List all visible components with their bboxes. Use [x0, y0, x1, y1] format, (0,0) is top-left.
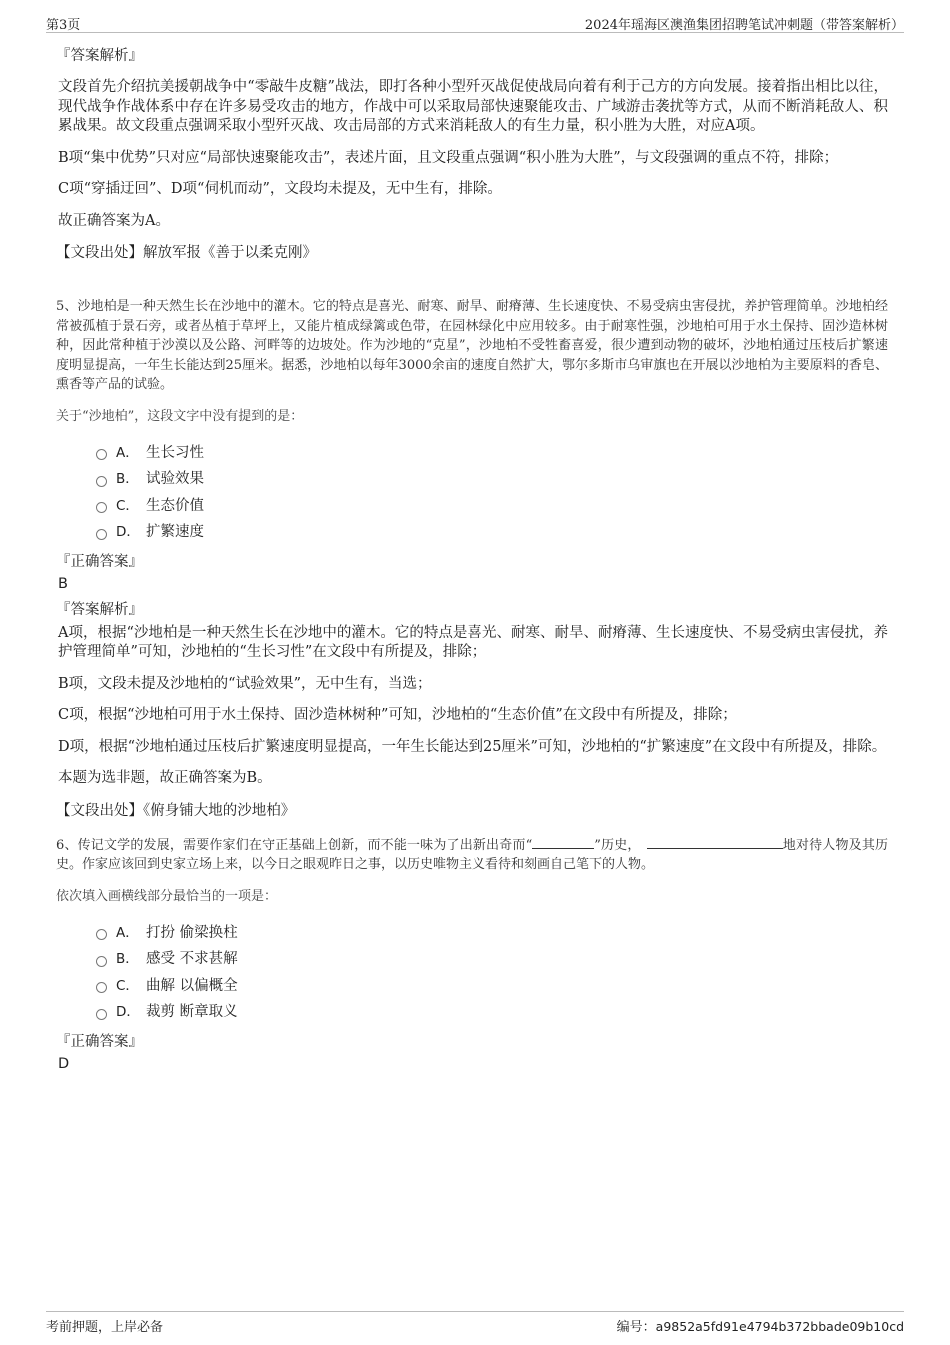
q5-analysis-d: D项，根据“沙地柏通过压枝后扩繁速度明显提高，一年生长能达到25厘米”可知，沙地柏的“扩繁速度”在文段中有所提及，排除。 [58, 738, 887, 755]
page-number: 第3页 [46, 18, 81, 33]
q4-analysis-label: 『答案解析』 [56, 48, 143, 64]
q6-prompt: 依次填入画横线部分最恰当的一项是： [56, 888, 278, 904]
q6-option-a[interactable]: A． 打扮 偷梁换柱 [96, 920, 888, 947]
q4-source: 【文段出处】解放军报《善于以柔克刚》 [56, 245, 317, 261]
radio-icon[interactable] [96, 476, 107, 487]
radio-icon[interactable] [96, 982, 107, 993]
q5-analysis-b: B项，文段未提及沙地柏的“试验效果”，无中生有，当选； [58, 675, 432, 692]
q5-analysis-c: C项，根据“沙地柏可用于水土保持、固沙造林树种”可知，沙地柏的“生态价值”在文段中有所提及，排除； [58, 707, 737, 723]
page-footer [46, 1311, 904, 1336]
q5-option-b[interactable]: B． 试验效果 [96, 466, 888, 493]
q4-analysis-p4: 故正确答案为A。 [58, 212, 170, 229]
q5-analysis-label: 『答案解析』 [56, 601, 143, 618]
q6-option-b[interactable]: B． 感受 不求甚解 [96, 946, 888, 973]
q6-stem: 6、传记文学的发展，需要作家们在守正基础上创新，而不能一味为了出新出奇而“ ”历史， 地对待人物及其历史。作家应该回到史家立场上来，以今日之眼观昨日之事，以历史唯物主义看待和刻画自己笔下的人物。 [56, 835, 888, 875]
document-title: 2024年瑶海区澳渔集团招聘笔试冲刺题（带答案解析） [584, 18, 904, 33]
q6-blank-2 [647, 835, 783, 849]
radio-icon[interactable] [96, 502, 107, 513]
q4-analysis-p1: 文段首先介绍抗美援朝战争中“零敲牛皮糖”战法，即打各种小型歼灭战促使战局向着有利于己方的方向发展。接着指出相比以往，现代战争作战体系中存在许多易受攻击的地方，作战中可以采取局部快速聚能攻击、广域游击袭扰等方式，从而不断消耗敌人、积累战果。故文段重点强调采取小型歼灭战、攻击局部的方式来消耗敌人的有生力量，积小胜为大胜，对应A项。 [58, 79, 888, 134]
q5-analysis-conclusion: 本题为选非题，故正确答案为B。 [58, 770, 272, 786]
q5-option-a[interactable]: A． 生长习性 [96, 440, 888, 467]
radio-icon[interactable] [96, 529, 107, 540]
q5-stem: 5、沙地柏是一种天然生长在沙地中的灌木。它的特点是喜光、耐寒、耐旱、耐瘠薄、生长速度快、不易受病虫害侵扰，养护管理简单。沙地柏经常被孤植于景石旁，或者丛植于草坪上，又能片植成绿篱或色带，在园林绿化中应用较多。由于耐寒性强，沙地柏可用于水土保持、固沙造林树种，因此常种植于沙漠以及公路、河畔等的边坡处。作为沙地的“克星”，沙地柏不受牲畜喜爱，很少遭到动物的破坏，沙地柏通过压枝后扩繁速度明显提高，一年生长能达到25厘米。据悉，沙地柏以每年3000余亩的速度自然扩大，鄂尔多斯市乌审旗也在开展以沙地柏为主要原料的香皂、熏香等产品的试验。 [56, 299, 888, 392]
q6-option-d[interactable]: D． 裁剪 断章取义 [96, 999, 888, 1026]
q5-analysis-a: A项，根据“沙地柏是一种天然生长在沙地中的灌木。它的特点是喜光、耐寒、耐旱、耐瘠薄、生长速度快、不易受病虫害侵扰，养护管理简单”可知，沙地柏的“生长习性”在文段中有所提及，排除； [58, 624, 888, 660]
q4-analysis-p3: C项“穿插迂回”、D项“伺机而动”，文段均未提及，无中生有，排除。 [58, 181, 502, 197]
q5-source: 【文段出处】《俯身铺大地的沙地柏》 [56, 802, 296, 819]
q6-blank-1 [532, 835, 594, 849]
q5-prompt: 关于“沙地柏”，这段文字中没有提到的是： [56, 408, 304, 424]
page-content [56, 40, 888, 1078]
footer-code: 编号：a9852a5fd91e4794b372bbade09b10cd [616, 1319, 904, 1335]
radio-icon[interactable] [96, 449, 107, 460]
q4-analysis-p2: B项“集中优势”只对应“局部快速聚能攻击”，表述片面，且文段重点强调“积小胜为大胜”，与文段强调的重点不符，排除； [58, 149, 839, 166]
q6-answer-label: 『正确答案』 [56, 1033, 143, 1050]
q5-options [96, 440, 888, 546]
q6-answer: D [58, 1055, 70, 1072]
radio-icon[interactable] [96, 929, 107, 940]
q5-option-d[interactable]: D． 扩繁速度 [96, 519, 888, 546]
q5-answer-label: 『正确答案』 [56, 553, 143, 570]
q5-option-c[interactable]: C． 生态价值 [96, 493, 888, 520]
footer-slogan: 考前押题，上岸必备 [46, 1320, 164, 1335]
q5-answer: B [58, 575, 68, 592]
page-header [46, 12, 904, 33]
q6-option-c[interactable]: C． 曲解 以偏概全 [96, 973, 888, 1000]
q6-options [96, 920, 888, 1026]
radio-icon[interactable] [96, 1009, 107, 1020]
radio-icon[interactable] [96, 956, 107, 967]
